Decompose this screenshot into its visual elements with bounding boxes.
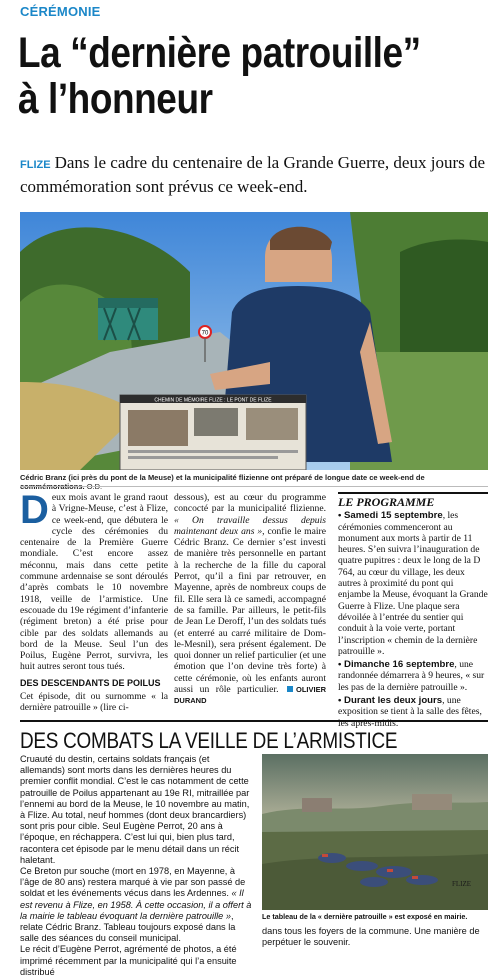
article-column-2 <box>174 492 326 707</box>
article-paragraph-3: , confie le maire Cédric Branz. Ce dernier s’est investi de manière très personnelle en partant à la recherche de la fille du caporal Perrot, qu’il a fini par retrouver, en Mayenne, après de nombreux coups de fil. Elle sera là ce samedi, accompagné de sa famille. Par ailleurs, le petit-fils de Jean Le Deroff, l’un des soldats tués (et enterré au carré militaire de Dom-le-Mesnil), sera présent également. De quoi donner un relief particulier (et une émotion que l’on devine très forte) à cette cérémonie, où les enfants auront aussi un rôle particulier. <box>174 525 326 696</box>
article-paragraph-2-end: dessous), est au cœur du programme concocté par la municipalité flizienne. <box>174 492 326 515</box>
sidebar-paragraph-2-start: Ce Breton pur souche (mort en 1978, en Mayenne, à l’âge de 80 ans) restera marqué à vie par son passé de soldat et les événements vécus dans les Ardennes. <box>20 866 246 899</box>
programme-item-date: • Samedi 15 septembre <box>338 510 443 522</box>
sidebar-title: DES COMBATS LA VEILLE DE L’ARMISTICE <box>20 728 398 753</box>
article-quote: « On travaille dessus depuis maintenant deux ans » <box>174 514 326 537</box>
painting-caption: Le tableau de la « dernière patrouille » est exposé en mairie. <box>262 912 468 921</box>
painting-image <box>262 754 488 910</box>
main-photo-drawing <box>20 212 488 470</box>
sidebar-paragraph-3: Le récit d’Eugène Perrot, agrémenté de photos, a été imprimé récemment par la municipalité qui l’a ensuite distribué <box>20 944 237 977</box>
sign-heading: CHEMIN DE MÉMOIRE FLIZE : LE PONT DE FLIZE <box>154 397 272 404</box>
article-paragraph-2: Cet épisode, dit ou surnomme « la dernière patrouille » (lire ci- <box>20 691 168 714</box>
section-rubric: CÉRÉMONIE <box>20 4 101 19</box>
programme-box <box>338 492 488 731</box>
photo-credit: O.D. <box>86 482 103 491</box>
sidebar-quote: « Il est revenu à Flize, en 1958. À cette occasion, il a offert à la mairie le tableau évoquant la dernière patrouille » <box>20 888 252 921</box>
standfirst-text: Dans le cadre du centenaire de la Grande Guerre, deux jours de commémoration sont prévus ce week-end. <box>20 153 486 196</box>
sidebar-paragraph-2-end: , relate Cédric Branz. Tableau toujours exposé dans la salle des séances du conseil municipal. <box>20 910 236 944</box>
programme-title: LE PROGRAMME <box>338 492 488 508</box>
photo-caption-text: Cédric Branz (ici près du pont de la Meuse) et la municipalité flizienne ont préparé de longue date ce week-end de commémorations. <box>20 473 425 491</box>
byline-square-icon <box>287 686 293 692</box>
main-photo <box>20 212 488 470</box>
divider <box>20 486 488 487</box>
standfirst <box>20 152 488 198</box>
photo-caption <box>20 473 488 491</box>
article-subhead: DES DESCENDANTS DE POILUS <box>20 677 161 688</box>
sidebar-text <box>20 754 252 978</box>
programme-item-text: , les cérémonies commenceront au monument aux morts à partir de 11 heures. S’en suivra l’inauguration de quatre pupitres : deux le long de la D 764, au cœur du village, les deux autres à proximité du pont qui enjambe la Meuse, évoquant la Grande Guerre à Flize. Une plaque sera dévoilée à l’entrée du sentier qui conduit à la voie verte, portant l’inscription « chemin de la dernière patrouille ». <box>338 510 488 657</box>
painting-inscription: FLIZE <box>452 880 472 888</box>
sidebar-paragraph-2 <box>20 866 252 944</box>
headline: La “dernière patrouille” à l’honneur <box>18 29 421 123</box>
dropcap: D <box>20 488 49 532</box>
programme-item-text: , une exposition se tient à la salle des fêtes, les après-midis. <box>338 695 482 729</box>
programme-item <box>338 659 488 693</box>
painting-drawing <box>262 754 488 910</box>
article-column-1 <box>20 488 168 714</box>
article-paragraph-1: eux mois avant le grand raout à Vrigne-Meuse, c’est à Flize, ce week-end, que débutera le cycle des cérémonies du centenaire de la Première Guerre mondiale. C’est encore assez méconnu, mais dans cette petite commune ardennaise se sont déroulés d’après combats le 10 novembre 1918, veille de l’armistice. Une escouade du 19e régiment d’infanterie (régiment breton) a été prise pour cible par des soldats allemands au bord de la Meuse. Seul l’un des Poilus, Eugène Perrot, survivra, les huit autres seront tous tués. <box>20 492 168 673</box>
programme-item-text: , une randonnée démarrera à 9 heures, « sur les pas de la dernière patrouille ». <box>338 659 485 693</box>
author-name: OLIVIER DURAND <box>174 685 326 706</box>
sidebar-paragraph-1: Cruauté du destin, certains soldats français (et allemands) sont morts dans les dernières heures du premier conflit mondial. C’est le cas notamment de cette patrouille de Poilus appartenant au 19e RI, mitraillée par l’ennemi au bord de la Meuse, le 10 novembre au matin, à Flize. Au total, neuf hommes (dont deux brancardiers) sont pris pour cible. Seul Eugène Perrot, 20 ans à l’époque, en réchappera. C’est lui qui, bien plus tard, racontera cet épisode par le menu détail dans un récit haletant. <box>20 754 250 865</box>
sidebar-paragraph-3-end: dans tous les foyers de la commune. Une manière de perpétuer le souvenir. <box>262 926 480 948</box>
programme-item-date: • Dimanche 16 septembre <box>338 659 455 671</box>
programme-item <box>338 510 488 657</box>
road-sign-text: 70 <box>201 330 209 337</box>
programme-item-date: • Durant les deux jours <box>338 695 443 707</box>
dateline-place: FLIZE <box>20 159 51 171</box>
